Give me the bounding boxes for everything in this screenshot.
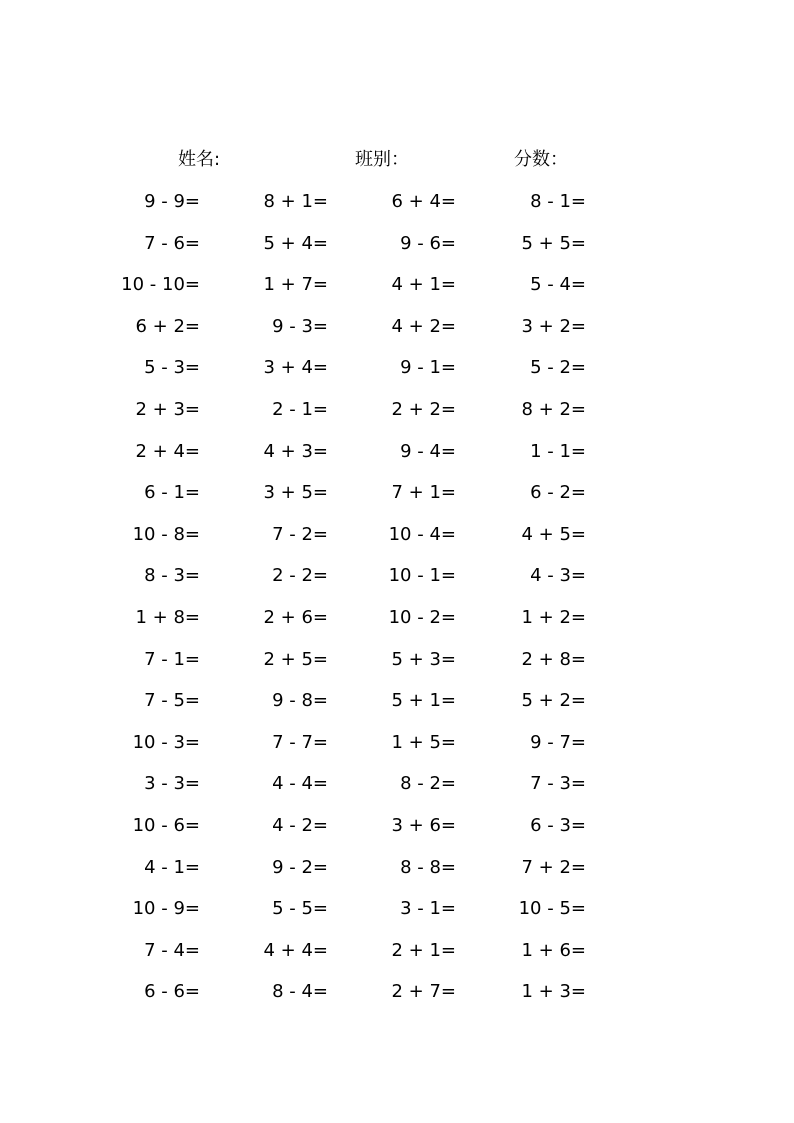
math-problem: 9 - 7= [530,731,586,753]
math-problem: 5 + 2= [521,690,586,712]
problem-row [0,648,794,690]
problem-row [0,731,794,773]
math-problem: 4 - 3= [530,565,586,587]
math-problem: 2 + 8= [521,648,586,670]
math-problem: 6 + 2= [135,315,200,337]
math-problem: 8 - 1= [530,191,586,212]
math-problem: 5 - 2= [530,357,586,379]
problem-row [0,481,794,523]
math-problem: 1 + 8= [135,606,200,628]
math-problem: 1 + 3= [521,981,586,1003]
math-problem: 9 - 8= [272,690,328,712]
math-problem: 4 - 1= [144,856,200,878]
problem-row [0,689,794,731]
math-problem: 6 - 3= [530,814,586,836]
math-problem: 4 + 1= [391,274,456,296]
math-problem: 2 - 1= [272,398,328,420]
math-problem: 5 + 1= [391,690,456,712]
math-problem: 2 - 2= [272,565,328,587]
math-problem: 10 - 1= [388,565,456,587]
math-problem: 6 - 6= [144,981,200,1003]
problem-row [0,564,794,606]
math-problem: 3 - 1= [400,898,456,920]
math-problem: 3 + 2= [521,315,586,337]
math-problem: 4 + 3= [263,440,328,462]
math-problem: 7 - 3= [530,773,586,795]
math-problem: 8 + 2= [521,398,586,420]
problem-row [0,772,794,814]
math-problem: 4 - 2= [272,814,328,836]
math-problem: 2 + 3= [135,398,200,420]
math-problem: 10 - 3= [132,731,200,753]
math-problem: 9 - 9= [144,191,200,212]
math-problem: 10 - 4= [388,523,456,545]
math-problem: 2 + 7= [391,981,456,1003]
math-problem: 1 + 2= [521,606,586,628]
problem-row [0,232,794,274]
math-problem: 6 + 4= [391,191,456,212]
math-problem: 8 - 4= [272,981,328,1003]
math-problem: 9 - 2= [272,856,328,878]
math-problem: 2 + 4= [135,440,200,462]
math-problem: 7 - 1= [144,648,200,670]
math-problem: 7 - 2= [272,523,328,545]
math-problem: 5 + 4= [263,232,328,254]
math-problem: 1 + 5= [391,731,456,753]
math-problem: 10 - 8= [132,523,200,545]
problem-row [0,897,794,939]
math-problem: 1 - 1= [530,440,586,462]
math-problem: 4 - 4= [272,773,328,795]
math-problem: 10 - 6= [132,814,200,836]
math-problem: 2 + 5= [263,648,328,670]
math-problem: 7 - 5= [144,690,200,712]
math-problem: 1 + 6= [521,939,586,961]
problem-row [0,814,794,856]
math-problem: 3 + 4= [263,357,328,379]
math-problem: 5 - 3= [144,357,200,379]
math-problem: 9 - 6= [400,232,456,254]
math-problem: 10 - 2= [388,606,456,628]
math-problem: 4 + 2= [391,315,456,337]
math-problem: 2 + 6= [263,606,328,628]
math-problem: 6 - 2= [530,482,586,504]
math-problem: 2 + 1= [391,939,456,961]
math-problem: 7 - 6= [144,232,200,254]
math-problem: 8 - 2= [400,773,456,795]
math-problem: 3 + 5= [263,482,328,504]
problem-row [0,606,794,648]
problem-row [0,856,794,898]
problem-row [0,398,794,440]
math-problem: 3 + 6= [391,814,456,836]
math-problem: 5 + 3= [391,648,456,670]
math-problem: 9 - 4= [400,440,456,462]
math-problem: 7 + 2= [521,856,586,878]
name-label: 姓名: [178,149,221,170]
math-problem: 5 - 5= [272,898,328,920]
math-problem: 9 - 1= [400,357,456,379]
math-problem: 8 - 8= [400,856,456,878]
math-problem: 5 + 5= [521,232,586,254]
math-problem: 8 + 1= [263,191,328,212]
math-problem: 7 + 1= [391,482,456,504]
math-problem: 2 + 2= [391,398,456,420]
problem-row [0,273,794,315]
math-problem: 9 - 3= [272,315,328,337]
math-problem: 8 - 3= [144,565,200,587]
class-label: 班别： [355,149,409,170]
math-problem: 10 - 10= [121,274,200,296]
math-problem: 7 - 4= [144,939,200,961]
math-problem: 1 + 7= [263,274,328,296]
math-problem: 10 - 9= [132,898,200,920]
problem-row [0,190,794,232]
math-problem: 3 - 3= [144,773,200,795]
problem-grid [0,190,794,1022]
math-problem: 5 - 4= [530,274,586,296]
problem-row [0,315,794,357]
math-problem: 4 + 5= [521,523,586,545]
math-problem: 4 + 4= [263,939,328,961]
math-problem: 10 - 5= [518,898,586,920]
problem-row [0,356,794,398]
math-problem: 6 - 1= [144,482,200,504]
problem-row [0,980,794,1022]
math-problem: 7 - 7= [272,731,328,753]
problem-row [0,440,794,482]
problem-row [0,939,794,981]
score-label: 分数： [514,149,568,170]
problem-row [0,523,794,565]
